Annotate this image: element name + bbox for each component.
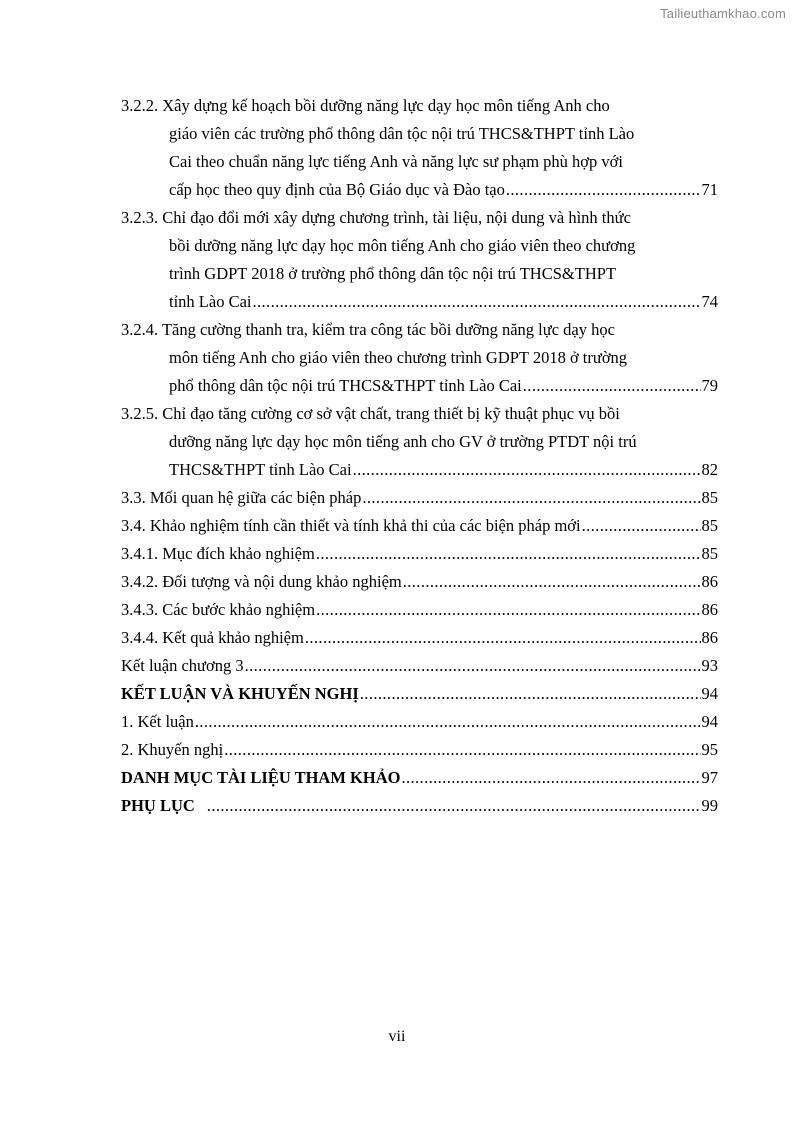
toc-entry-text: 3.4.3. Các bước khảo nghiệm (121, 600, 316, 619)
toc-entry-text: cấp học theo quy định của Bộ Giáo dục và Đào tạo (169, 180, 505, 199)
toc-page-number: 93 (701, 656, 718, 675)
toc-page-number: 86 (701, 572, 718, 591)
toc-leader-dots (316, 596, 700, 624)
toc-entry-text: trình GDPT 2018 ở trường phổ thông dân tộc nội trú THCS&THPT (169, 264, 616, 283)
toc-entry-conclusion-recommendations (121, 680, 718, 708)
toc-entry-text: Kết luận chương 3 (121, 656, 244, 675)
toc-leader-dots (316, 540, 701, 568)
toc-entry-number: 3.2.2. (121, 96, 159, 115)
toc-page-number: 82 (701, 460, 718, 479)
toc-entry-text: Cai theo chuẩn năng lực tiếng Anh và năng lực sư phạm phù hợp với (169, 152, 623, 171)
toc-leader-dots (401, 764, 700, 792)
toc-entry-3-3 (121, 484, 718, 512)
toc-entry-text: 3.3. Mối quan hệ giữa các biện pháp (121, 488, 362, 507)
toc-entry-text: 2. Khuyến nghị (121, 740, 224, 759)
toc-entry-3-4-3 (121, 596, 718, 624)
toc-leader-dots (252, 288, 700, 316)
toc-page-number: 71 (701, 180, 718, 199)
toc-entry-3-2-2-line-2 (121, 120, 718, 148)
toc-entry-references (121, 764, 718, 792)
toc-entry-number: 3.2.4. (121, 320, 159, 339)
toc-entry-3-4-4 (121, 624, 718, 652)
toc-entry-3-2-4-line-3 (121, 372, 718, 400)
toc-entry-3-4 (121, 512, 718, 540)
toc-entry-number: 3.2.3. (121, 208, 159, 227)
toc-leader-dots (195, 708, 701, 736)
toc-entry-3-2-3-line-1 (121, 204, 718, 232)
toc-entry-text: dưỡng năng lực dạy học môn tiếng anh cho GV ở trường PTDT nội trú (169, 432, 637, 451)
toc-entry-3-4-2 (121, 568, 718, 596)
toc-entry-appendix (121, 792, 718, 820)
watermark: Tailieuthamkhao.com (660, 6, 786, 21)
toc-page-number: 86 (701, 600, 718, 619)
toc-leader-dots (245, 652, 701, 680)
toc-entry-text: Xây dựng kế hoạch bồi dưỡng năng lực dạy học môn tiếng Anh cho (162, 96, 610, 115)
toc-leader-dots (403, 568, 701, 596)
toc-entry-3-2-5-line-1 (121, 400, 718, 428)
toc-page-number: 97 (701, 768, 718, 787)
toc-leader-dots (362, 484, 700, 512)
toc-entry-number: 3.2.5. (121, 404, 159, 423)
toc-entry-text: bồi dưỡng năng lực dạy học môn tiếng Anh cho giáo viên theo chương (169, 236, 636, 255)
toc-entry-3-2-3-line-2 (121, 232, 718, 260)
toc-page-number: 94 (701, 712, 718, 731)
toc-entry-text: PHỤ LỤC (121, 796, 195, 815)
toc-entry-conclusion (121, 708, 718, 736)
toc-leader-dots (523, 372, 701, 400)
toc-entry-text: KẾT LUẬN VÀ KHUYẾN NGHỊ (121, 684, 359, 703)
toc-entry-text: 3.4. Khảo nghiệm tính cần thiết và tính khả thi của các biện pháp mới (121, 516, 581, 535)
toc-page-number: 74 (701, 292, 718, 311)
toc-entry-3-2-5-line-3 (121, 456, 718, 484)
toc-entry-3-2-4-line-2 (121, 344, 718, 372)
toc-page-number: 79 (701, 376, 718, 395)
toc-entry-text: 1. Kết luận (121, 712, 194, 731)
toc-entry-3-2-3-line-3 (121, 260, 718, 288)
toc-entry-text: phổ thông dân tộc nội trú THCS&THPT tỉnh Lào Cai (169, 376, 522, 395)
page-number: vii (388, 1028, 406, 1045)
toc-entry-text: Tăng cường thanh tra, kiểm tra công tác bồi dưỡng năng lực dạy học (161, 320, 615, 339)
toc-page-number: 85 (701, 544, 718, 563)
toc-leader-dots (224, 736, 700, 764)
toc-entry-chapter-3-conclusion (121, 652, 718, 680)
toc-leader-dots (207, 792, 701, 820)
toc-page-number: 99 (701, 796, 718, 815)
toc-entry-text: 3.4.1. Mục đích khảo nghiệm (121, 544, 315, 563)
toc-page-number: 95 (701, 740, 718, 759)
toc-entry-text: DANH MỤC TÀI LIỆU THAM KHẢO (121, 768, 401, 787)
toc-entry-recommendations (121, 736, 718, 764)
toc-leader-dots (582, 512, 701, 540)
toc-page-number: 85 (701, 488, 718, 507)
toc-entry-text: 3.4.4. Kết quả khảo nghiệm (121, 628, 304, 647)
toc-entry-3-2-2-line-1 (121, 92, 718, 120)
toc-entry-3-2-3-line-4 (121, 288, 718, 316)
toc-page-number: 86 (701, 628, 718, 647)
toc-entry-text: THCS&THPT tỉnh Lào Cai (169, 460, 352, 479)
toc-leader-dots (360, 680, 701, 708)
toc-entry-3-2-2-line-3 (121, 148, 718, 176)
toc-entry-text: tỉnh Lào Cai (169, 292, 252, 311)
toc-entry-3-2-2-line-4 (121, 176, 718, 204)
toc-entry-3-4-1 (121, 540, 718, 568)
table-of-contents (121, 92, 718, 820)
toc-leader-dots (506, 176, 701, 204)
toc-leader-dots (353, 456, 701, 484)
toc-leader-dots (305, 624, 701, 652)
toc-entry-3-2-5-line-2 (121, 428, 718, 456)
toc-entry-text: Chỉ đạo đổi mới xây dựng chương trình, tài liệu, nội dung và hình thức (162, 208, 631, 227)
toc-entry-text: Chỉ đạo tăng cường cơ sở vật chất, trang thiết bị kỹ thuật phục vụ bồi (162, 404, 620, 423)
toc-entry-text: môn tiếng Anh cho giáo viên theo chương trình GDPT 2018 ở trường (169, 348, 628, 367)
toc-entry-text: giáo viên các trường phổ thông dân tộc nội trú THCS&THPT tỉnh Lào (169, 124, 635, 143)
toc-entry-3-2-4-line-1 (121, 316, 718, 344)
toc-entry-text: 3.4.2. Đối tượng và nội dung khảo nghiệm (121, 572, 402, 591)
toc-page-number: 94 (701, 684, 718, 703)
toc-page-number: 85 (701, 516, 718, 535)
